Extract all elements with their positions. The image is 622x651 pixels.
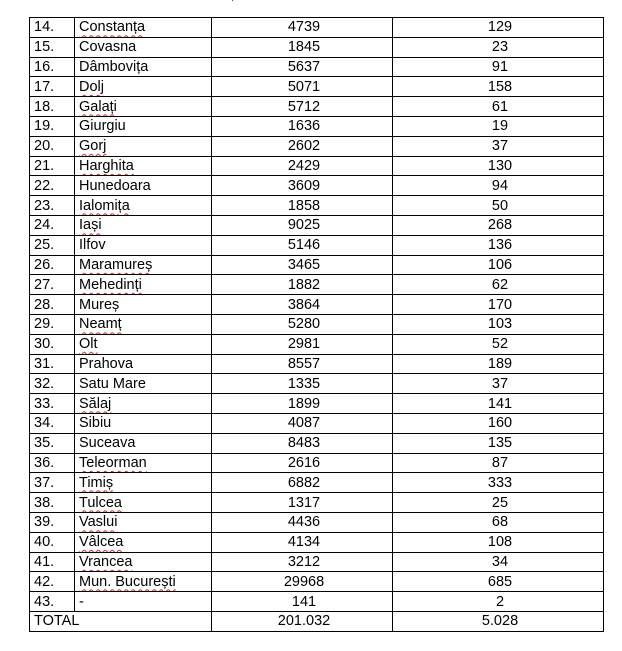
value-2-cell: 37 bbox=[393, 374, 604, 394]
row-number: 37. bbox=[30, 473, 75, 493]
value-2-cell: 685 bbox=[393, 572, 604, 592]
county-name: Prahova bbox=[79, 355, 134, 372]
county-name-cell bbox=[75, 512, 212, 532]
row-number: 23. bbox=[30, 196, 75, 216]
county-name-cell bbox=[75, 473, 212, 493]
value-2-cell: 136 bbox=[393, 235, 604, 255]
row-number: 30. bbox=[30, 334, 75, 354]
value-2-cell: 61 bbox=[393, 97, 604, 117]
county-name-cell bbox=[75, 493, 212, 513]
county-name: Covasna bbox=[79, 39, 137, 56]
county-name: Neamț bbox=[79, 316, 122, 333]
value-2-cell: 141 bbox=[393, 394, 604, 414]
county-name-cell bbox=[75, 37, 212, 57]
table-row bbox=[30, 295, 604, 315]
value-1-cell: 3212 bbox=[212, 552, 393, 572]
value-2-cell: 50 bbox=[393, 196, 604, 216]
value-1-cell: 9025 bbox=[212, 215, 393, 235]
value-1-cell: 5146 bbox=[212, 235, 393, 255]
row-number: 43. bbox=[30, 592, 75, 612]
county-name: - bbox=[79, 593, 84, 610]
table-row bbox=[30, 473, 604, 493]
value-1-cell: 1845 bbox=[212, 37, 393, 57]
value-1-cell: 5637 bbox=[212, 57, 393, 77]
row-number: 28. bbox=[30, 295, 75, 315]
table-row bbox=[30, 532, 604, 552]
county-name: Vaslui bbox=[79, 514, 118, 531]
value-1-cell: 5280 bbox=[212, 314, 393, 334]
county-name: Sălaj bbox=[79, 395, 112, 412]
value-1-cell: 4134 bbox=[212, 532, 393, 552]
value-1-cell: 5712 bbox=[212, 97, 393, 117]
table-row bbox=[30, 77, 604, 97]
county-name-cell bbox=[75, 453, 212, 473]
row-number: 33. bbox=[30, 394, 75, 414]
total-row bbox=[30, 611, 604, 631]
county-name-cell bbox=[75, 97, 212, 117]
county-name-cell bbox=[75, 57, 212, 77]
value-2-cell: 91 bbox=[393, 57, 604, 77]
county-name: Suceava bbox=[79, 435, 136, 452]
value-1-cell: 4436 bbox=[212, 512, 393, 532]
row-number: 18. bbox=[30, 97, 75, 117]
value-1-cell: 3465 bbox=[212, 255, 393, 275]
table-row bbox=[30, 413, 604, 433]
table-row bbox=[30, 433, 604, 453]
table-row bbox=[30, 97, 604, 117]
value-2-cell: 129 bbox=[393, 18, 604, 38]
county-name: Iași bbox=[79, 217, 102, 234]
table-row bbox=[30, 453, 604, 473]
value-2-cell: 103 bbox=[393, 314, 604, 334]
row-number: 36. bbox=[30, 453, 75, 473]
county-name: Mureș bbox=[79, 296, 120, 313]
table-row bbox=[30, 156, 604, 176]
county-name: Tulcea bbox=[79, 494, 122, 511]
table-row bbox=[30, 136, 604, 156]
value-1-cell: 4739 bbox=[212, 18, 393, 38]
table-row bbox=[30, 235, 604, 255]
county-name-cell bbox=[75, 116, 212, 136]
row-number: 19. bbox=[30, 116, 75, 136]
total-value-1: 201.032 bbox=[212, 611, 393, 631]
county-name-cell bbox=[75, 156, 212, 176]
value-2-cell: 189 bbox=[393, 354, 604, 374]
county-name: Vâlcea bbox=[79, 534, 124, 551]
value-2-cell: 52 bbox=[393, 334, 604, 354]
county-name: Teleorman bbox=[79, 454, 147, 471]
value-2-cell: 160 bbox=[393, 413, 604, 433]
county-name-cell bbox=[75, 176, 212, 196]
county-name: Galați bbox=[79, 98, 117, 115]
value-2-cell: 87 bbox=[393, 453, 604, 473]
county-name-cell bbox=[75, 275, 212, 295]
county-name-cell bbox=[75, 552, 212, 572]
row-number: 25. bbox=[30, 235, 75, 255]
value-1-cell: 29968 bbox=[212, 572, 393, 592]
value-2-cell: 333 bbox=[393, 473, 604, 493]
county-name: Ialomița bbox=[79, 197, 130, 214]
county-name-cell bbox=[75, 255, 212, 275]
table-row bbox=[30, 374, 604, 394]
row-number: 20. bbox=[30, 136, 75, 156]
value-2-cell: 34 bbox=[393, 552, 604, 572]
total-value-2: 5.028 bbox=[393, 611, 604, 631]
row-number: 15. bbox=[30, 37, 75, 57]
county-name-cell bbox=[75, 295, 212, 315]
value-1-cell: 1899 bbox=[212, 394, 393, 414]
value-1-cell: 1858 bbox=[212, 196, 393, 216]
county-name-cell bbox=[75, 77, 212, 97]
value-1-cell: 141 bbox=[212, 592, 393, 612]
value-2-cell: 135 bbox=[393, 433, 604, 453]
table-row bbox=[30, 394, 604, 414]
county-name-cell bbox=[75, 215, 212, 235]
row-number: 31. bbox=[30, 354, 75, 374]
table-row bbox=[30, 354, 604, 374]
value-2-cell: 268 bbox=[393, 215, 604, 235]
row-number: 22. bbox=[30, 176, 75, 196]
row-number: 21. bbox=[30, 156, 75, 176]
county-name: Hunedoara bbox=[79, 177, 151, 194]
row-number: 42. bbox=[30, 572, 75, 592]
value-2-cell: 170 bbox=[393, 295, 604, 315]
value-1-cell: 2602 bbox=[212, 136, 393, 156]
value-2-cell: 2 bbox=[393, 592, 604, 612]
table-row bbox=[30, 592, 604, 612]
value-2-cell: 37 bbox=[393, 136, 604, 156]
value-2-cell: 130 bbox=[393, 156, 604, 176]
row-number: 34. bbox=[30, 413, 75, 433]
county-name-cell bbox=[75, 314, 212, 334]
row-number: 32. bbox=[30, 374, 75, 394]
value-1-cell: 3864 bbox=[212, 295, 393, 315]
county-name-cell bbox=[75, 374, 212, 394]
county-name: Timiș bbox=[79, 474, 114, 491]
county-name: Gorj bbox=[79, 138, 107, 155]
county-name: Ilfov bbox=[79, 237, 106, 254]
row-number: 16. bbox=[30, 57, 75, 77]
county-name-cell bbox=[75, 413, 212, 433]
county-name: Harghita bbox=[79, 157, 134, 174]
county-name-cell bbox=[75, 592, 212, 612]
value-1-cell: 6882 bbox=[212, 473, 393, 493]
table-row bbox=[30, 196, 604, 216]
table-row bbox=[30, 572, 604, 592]
row-number: 14. bbox=[30, 18, 75, 38]
row-number: 24. bbox=[30, 215, 75, 235]
value-1-cell: 2616 bbox=[212, 453, 393, 473]
value-2-cell: 108 bbox=[393, 532, 604, 552]
value-1-cell: 1882 bbox=[212, 275, 393, 295]
value-1-cell: 2981 bbox=[212, 334, 393, 354]
table-row bbox=[30, 116, 604, 136]
county-name-cell bbox=[75, 334, 212, 354]
value-1-cell: 8483 bbox=[212, 433, 393, 453]
value-2-cell: 62 bbox=[393, 275, 604, 295]
county-name-cell bbox=[75, 235, 212, 255]
county-name: Dâmbovița bbox=[79, 58, 149, 75]
value-1-cell: 1335 bbox=[212, 374, 393, 394]
value-2-cell: 19 bbox=[393, 116, 604, 136]
county-name: Maramureș bbox=[79, 256, 153, 273]
row-number: 39. bbox=[30, 512, 75, 532]
row-number: 41. bbox=[30, 552, 75, 572]
county-name-cell bbox=[75, 136, 212, 156]
value-1-cell: 1317 bbox=[212, 493, 393, 513]
county-name: Satu Mare bbox=[79, 375, 146, 392]
county-name: Constanța bbox=[79, 19, 146, 36]
table-row bbox=[30, 37, 604, 57]
value-1-cell: 3609 bbox=[212, 176, 393, 196]
county-data-table bbox=[29, 17, 604, 632]
table-row bbox=[30, 57, 604, 77]
row-number: 35. bbox=[30, 433, 75, 453]
total-label: TOTAL bbox=[30, 611, 212, 631]
county-name-cell bbox=[75, 18, 212, 38]
value-2-cell: 23 bbox=[393, 37, 604, 57]
table-row bbox=[30, 552, 604, 572]
table-body bbox=[30, 18, 604, 632]
row-number: 38. bbox=[30, 493, 75, 513]
value-2-cell: 94 bbox=[393, 176, 604, 196]
value-2-cell: 158 bbox=[393, 77, 604, 97]
county-name: Giurgiu bbox=[79, 118, 126, 135]
county-name: Olt bbox=[79, 336, 98, 353]
county-name-cell bbox=[75, 572, 212, 592]
county-name: Mun. București bbox=[79, 573, 176, 590]
county-name: Mehedinți bbox=[79, 276, 142, 293]
county-name-cell bbox=[75, 354, 212, 374]
value-2-cell: 68 bbox=[393, 512, 604, 532]
table-row bbox=[30, 275, 604, 295]
table-row bbox=[30, 176, 604, 196]
table-row bbox=[30, 314, 604, 334]
county-name: Vrancea bbox=[79, 553, 133, 570]
table-row bbox=[30, 493, 604, 513]
county-name: Sibiu bbox=[79, 415, 112, 432]
table-row bbox=[30, 18, 604, 38]
page-edge-mark bbox=[232, 0, 233, 1]
row-number: 40. bbox=[30, 532, 75, 552]
value-1-cell: 2429 bbox=[212, 156, 393, 176]
county-name-cell bbox=[75, 433, 212, 453]
county-name-cell bbox=[75, 394, 212, 414]
value-2-cell: 25 bbox=[393, 493, 604, 513]
value-2-cell: 106 bbox=[393, 255, 604, 275]
value-1-cell: 1636 bbox=[212, 116, 393, 136]
row-number: 17. bbox=[30, 77, 75, 97]
table-row bbox=[30, 334, 604, 354]
value-1-cell: 8557 bbox=[212, 354, 393, 374]
value-1-cell: 4087 bbox=[212, 413, 393, 433]
value-1-cell: 5071 bbox=[212, 77, 393, 97]
county-name-cell bbox=[75, 196, 212, 216]
table-row bbox=[30, 255, 604, 275]
county-name: Dolj bbox=[79, 78, 104, 95]
row-number: 27. bbox=[30, 275, 75, 295]
row-number: 26. bbox=[30, 255, 75, 275]
table-row bbox=[30, 512, 604, 532]
county-name-cell bbox=[75, 532, 212, 552]
row-number: 29. bbox=[30, 314, 75, 334]
table-row bbox=[30, 215, 604, 235]
